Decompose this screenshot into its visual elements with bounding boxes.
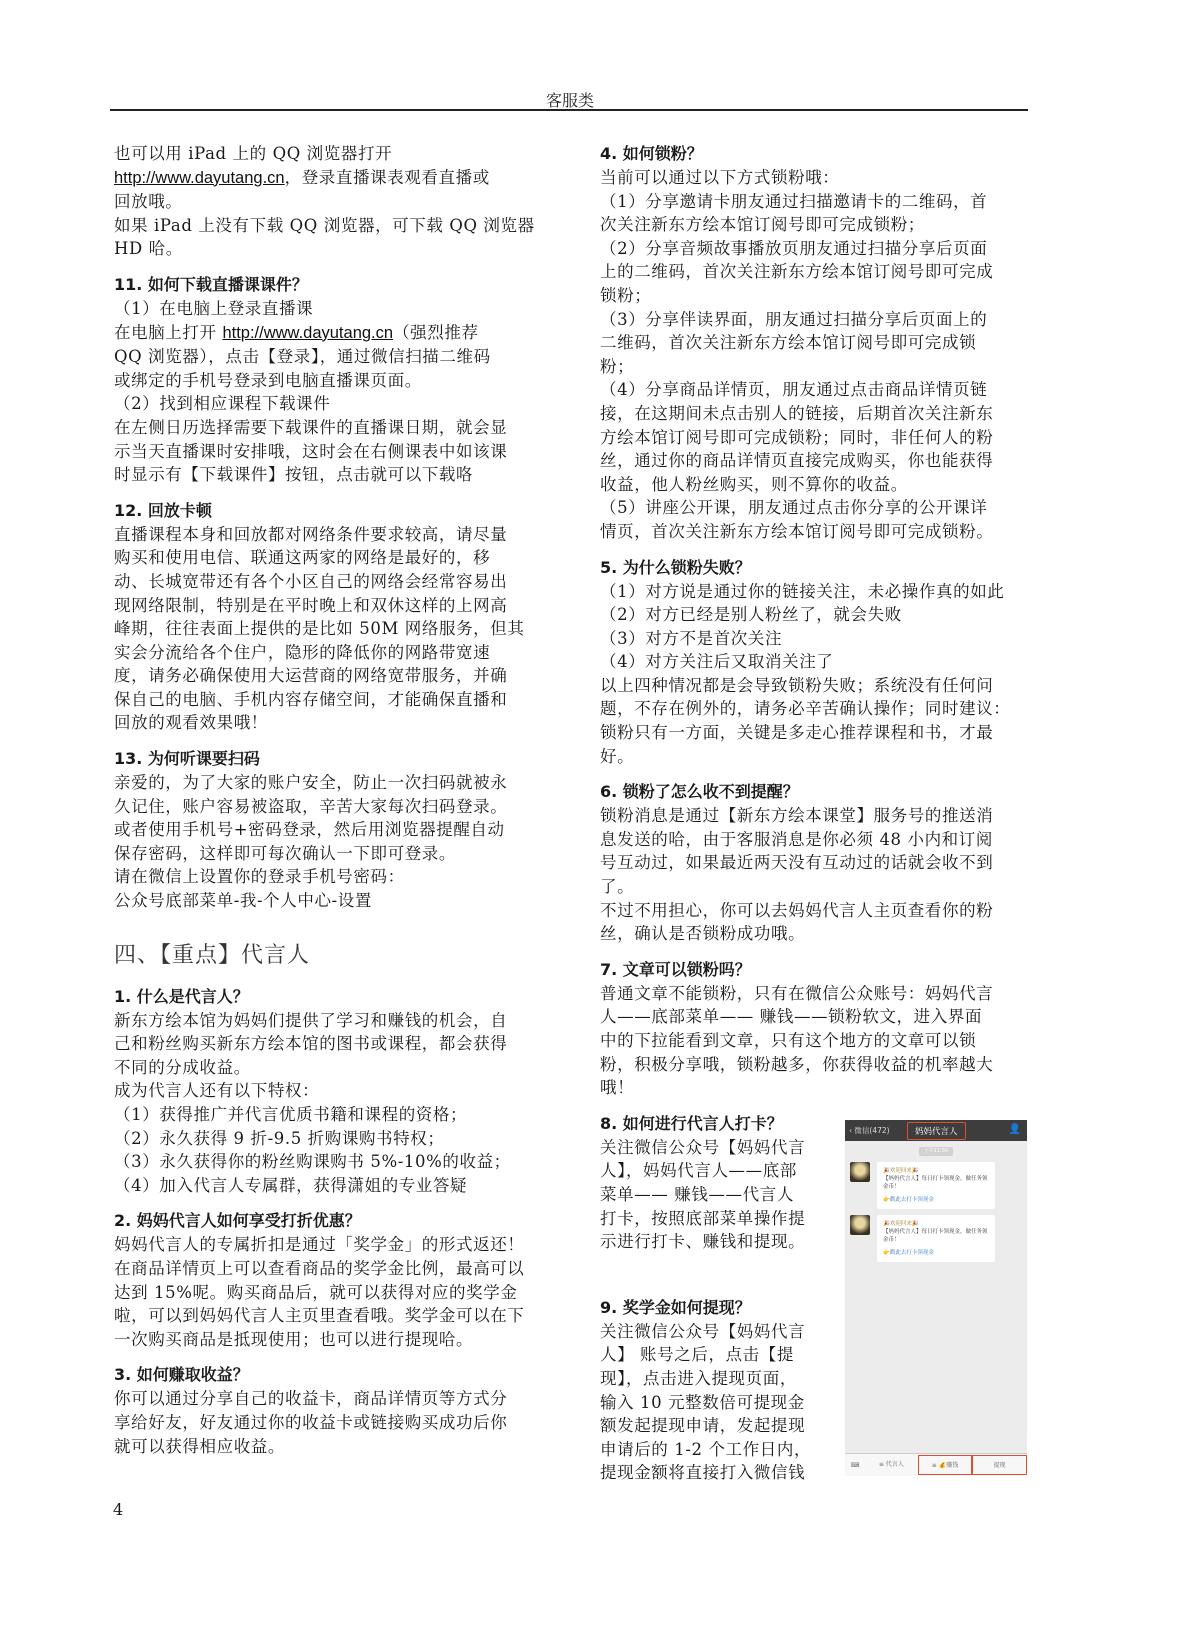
text-line: 收益，他人粉丝购买，则不算你的收益。 <box>600 474 908 494</box>
text-line: 丝，确认是否锁粉成功哦。 <box>600 924 806 944</box>
message-bubble <box>877 1215 995 1262</box>
menu-item-earn: ≡ 💰赚钱 <box>918 1455 973 1475</box>
text-line: 在商品详情页上可以查看商品的奖学金比例，最高可以 <box>114 1258 525 1278</box>
question-heading: 1. 什么是代言人？ <box>114 986 249 1006</box>
text-line: 关注微信公众号【妈妈代言 <box>600 1137 806 1157</box>
text-line: 不过不用担心，你可以去妈妈代言人主页查看你的粉 <box>600 900 994 920</box>
text-line: （1）获得推广并代言优质书籍和课程的资格； <box>114 1105 468 1124</box>
text-line: 锁粉； <box>600 285 652 305</box>
text-line: 现网络限制，特别是在平时晚上和双休这样的上网高 <box>114 595 508 615</box>
text-line: 或者使用手机号+密码登录，然后用浏览器提醒自动 <box>114 820 505 840</box>
page-number: 4 <box>113 1500 124 1519</box>
message-link: 👉戳此去打卡领现金 <box>883 1250 934 1256</box>
text-line: 成为代言人还有以下特权： <box>114 1081 320 1101</box>
message-title: 🎉欢迎回来🎉 <box>883 1221 919 1227</box>
text-line: 峰期，往往表面上提供的是比如 50M 网络服务，但其 <box>114 619 525 639</box>
text-line: 普通文章不能锁粉，只有在微信公众账号：妈妈代言 <box>600 983 994 1003</box>
text-line: 号互动过，如果最近两天没有互动过的话就会收不到 <box>600 853 994 873</box>
text-line: （2）对方已经是别人粉丝了，就会失败 <box>600 605 902 625</box>
text-line: 额发起提现申请，发起提现 <box>600 1416 806 1436</box>
message-title: 🎉欢迎回来🎉 <box>883 1168 919 1174</box>
text-line: （3）对方不是首次关注 <box>600 628 783 648</box>
text-line: 人——底部菜单—— 赚钱——锁粉软文，进入界面 <box>600 1007 983 1027</box>
text-line: 己和粉丝购买新东方绘本馆的图书或课程，都会获得 <box>114 1034 508 1054</box>
text-line: 接，在这期间未点击别人的链接，后期首次关注新东 <box>600 403 994 423</box>
text-line: 人】，妈妈代言人——底部 <box>600 1161 797 1181</box>
text-line: 以上四种情况都是会导致锁粉失败；系统没有任何问 <box>600 675 994 695</box>
text-line: 就可以获得相应收益。 <box>114 1436 285 1456</box>
text-line: 在左侧日历选择需要下载课件的直播课日期，就会显 <box>114 417 508 437</box>
text-line: （1）分享邀请卡朋友通过扫描邀请卡的二维码，首 <box>600 191 988 211</box>
avatar <box>850 1215 870 1235</box>
text-line: （1）在电脑上登录直播课 <box>114 298 314 318</box>
text-line: （4）分享商品详情页，朋友通过点击商品详情页链 <box>600 380 988 400</box>
text-line: 达到 15%呢。购买商品后，就可以获得对应的奖学金 <box>114 1282 518 1302</box>
text-line: （3）永久获得你的粉丝购课购书 5%-10%的收益； <box>114 1152 511 1172</box>
back-button: ‹ 微信(472) <box>849 1126 890 1135</box>
message-bubble <box>877 1162 995 1209</box>
wechat-screenshot <box>845 1120 1027 1476</box>
text-line: （4）对方关注后又取消关注了 <box>600 652 834 672</box>
text-line: 或绑定的手机号登录到电脑直播课页面。 <box>114 370 422 390</box>
text-line: 次关注新东方绘本馆订阅号即可完成锁粉； <box>600 215 925 235</box>
question-heading: 3. 如何赚取收益？ <box>114 1365 249 1385</box>
text-line: 了。 <box>600 877 635 897</box>
text-line: 你可以通过分享自己的收益卡，商品详情页等方式分 <box>114 1389 508 1409</box>
back-label: 微信(472) <box>854 1126 890 1135</box>
text-segment: 在电脑上打开 <box>114 322 223 342</box>
question-heading: 12. 回放卡顿 <box>114 500 212 520</box>
text-line: 亲爱的，为了大家的账户安全，防止一次扫码就被永 <box>114 773 508 793</box>
chat-message <box>850 1215 1027 1262</box>
question-heading: 13. 为何听课要扫码 <box>114 749 260 769</box>
text-line: 公众号底部菜单-我-个人中心-设置 <box>114 891 372 911</box>
text-line: 哦！ <box>600 1078 635 1098</box>
running-header: 客服类 <box>545 91 594 110</box>
question-heading: 6. 锁粉了怎么收不到提醒？ <box>600 782 799 802</box>
text-line: 丝，通过你的商品详情页直接完成购买，你也能获得 <box>600 451 994 471</box>
keyboard-icon: ⌨ <box>850 1461 860 1469</box>
text-line: （4）加入代言人专属群，获得潇姐的专业答疑 <box>114 1175 468 1195</box>
chat-message <box>850 1162 1027 1209</box>
text-line: 如果 iPad 上没有下载 QQ 浏览器，可下载 QQ 浏览器 <box>114 215 535 235</box>
user-icon: 👤 <box>1008 1124 1021 1135</box>
text-line: 示进行打卡、赚钱和提现。 <box>600 1232 806 1252</box>
menu-item-withdraw: 提现 <box>972 1455 1027 1475</box>
text-line: 申请后的 1-2 个工作日内， <box>600 1439 812 1459</box>
text-line: （3）分享伴读界面，朋友通过扫描分享后页面上的 <box>600 309 988 329</box>
text-line: 妈妈代言人的专属折扣是通过「奖学金」的形式返还！ <box>114 1235 525 1255</box>
text-line: 方绘本馆订阅号即可完成锁粉；同时，非任何人的粉 <box>600 427 994 447</box>
text-line: 请在微信上设置你的登录手机号密码： <box>114 867 405 887</box>
question-heading: 7. 文章可以锁粉吗？ <box>600 959 751 979</box>
text-line: 购买和使用电信、联通这两家的网络是最好的，移 <box>114 548 491 568</box>
text-line: 锁粉消息是通过【新东方绘本课堂】服务号的推送消 <box>600 806 994 826</box>
message-link: 👉戳此去打卡领现金 <box>883 1197 934 1203</box>
question-heading: 9. 奖学金如何提现？ <box>600 1297 751 1317</box>
text-line: HD 哈。 <box>114 239 183 259</box>
text-line: 啦，可以到妈妈代言人主页里查看哦。奖学金可以在下 <box>114 1306 525 1326</box>
question-heading: 4. 如何锁粉？ <box>600 144 703 163</box>
text-line: （2）找到相应课程下载课件 <box>114 394 331 414</box>
text-segment: （强烈推荐 <box>393 322 479 342</box>
text-line <box>114 321 554 346</box>
text-line: 度，请务必确保使用大运营商的网络宽带服务，并确 <box>114 666 508 686</box>
section-title: 四、【重点】代言人 <box>114 942 311 968</box>
text-line: （5）讲座公开课，朋友通过点击你分享的公开课详 <box>600 498 988 518</box>
question-heading: 8. 如何进行代言人打卡？ <box>600 1113 783 1133</box>
text-line: 回放哦。 <box>114 192 183 212</box>
url-link[interactable]: http://www.dayutang.cn <box>114 168 285 187</box>
text-line: 享给好友，好友通过你的收益卡或链接购买成功后你 <box>114 1412 508 1432</box>
text-line: 一次购买商品是抵现使用；也可以进行提现哈。 <box>114 1329 474 1349</box>
text-line: 菜单—— 赚钱——代言人 <box>600 1184 794 1204</box>
avatar <box>850 1162 870 1182</box>
timestamp: 上午11:50 <box>919 1147 953 1156</box>
text-line: 息发送的哈，由于客服消息是你必须 48 小内和订阅 <box>600 829 993 849</box>
text-line: 不同的分成收益。 <box>114 1057 251 1077</box>
left-column <box>114 142 554 1458</box>
wechat-bottom-menu <box>845 1453 1027 1476</box>
text-line: 题，不存在例外的，请务必辛苦确认操作；同时建议： <box>600 699 1011 719</box>
text-line: 提现金额将直接打入微信钱 <box>600 1463 806 1483</box>
url-link[interactable]: http://www.dayutang.cn <box>222 323 394 342</box>
text-line: 锁粉只有一方面，关键是多走心推荐课程和书，才最 <box>600 723 994 743</box>
text-line: （2）永久获得 9 折-9.5 折购课购书特权； <box>114 1128 445 1148</box>
text-line: 关注微信公众号【妈妈代言 <box>600 1321 806 1341</box>
wechat-top-bar <box>845 1120 1027 1141</box>
question-heading: 5. 为什么锁粉失败？ <box>600 557 751 577</box>
text-line: 保自己的电脑、手机内容存储空间，才能确保直播和 <box>114 689 508 709</box>
text-line: 当前可以通过以下方式锁粉哦： <box>600 168 840 187</box>
question-heading: 2. 妈妈代言人如何享受打折优惠？ <box>114 1211 361 1231</box>
text-line: 动、长城宽带还有各个小区自己的网络会经常容易出 <box>114 571 508 591</box>
text-line: 情页，首次关注新东方绘本馆订阅号即可完成锁粉。 <box>600 521 994 541</box>
text-line: 粉； <box>600 356 635 376</box>
text-line: 中的下拉能看到文章，只有这个地方的文章可以锁 <box>600 1031 977 1050</box>
text-line: 好。 <box>600 746 635 766</box>
text-line: （2）分享音频故事播放页朋友通过扫描分享后页面 <box>600 238 988 258</box>
text-line: 保存密码，这样即可每次确认一下即可登录。 <box>114 843 456 863</box>
text-line: 示当天直播课时安排哦，这时会在右侧课表中如该课 <box>114 441 508 461</box>
message-body: 【妈妈代言人】每日打卡领现金，做任务领金币！ <box>883 1176 988 1190</box>
text-line: 上的二维码，首次关注新东方绘本馆订阅号即可完成 <box>600 262 994 282</box>
text-line: 粉，积极分享哦，锁粉越多，你获得收益的机率越大 <box>600 1054 994 1074</box>
question-heading: 11. 如何下载直播课课件？ <box>114 274 308 294</box>
text-line: 时显示有【下载课件】按钮，点击就可以下载咯 <box>114 465 474 485</box>
text-line: 人】 账号之后，点击【提 <box>600 1345 794 1365</box>
text-line: 实会分流给各个住户，隐形的降低你的网路带宽速 <box>114 642 491 662</box>
text-line: 回放的观看效果哦！ <box>114 713 268 733</box>
text-line: （1）对方说是通过你的链接关注，未必操作真的如此 <box>600 581 1005 601</box>
text-line: 久记住，账户容易被盗取，辛苦大家每次扫码登录。 <box>114 796 508 816</box>
text-line: 二维码，首次关注新东方绘本馆订阅号即可完成锁 <box>600 333 977 353</box>
menu-item-spokesperson: ≡ 代言人 <box>878 1461 904 1468</box>
text-line: 也可以用 iPad 上的 QQ 浏览器打开 <box>114 144 393 163</box>
chat-title: 妈妈代言人 <box>907 1122 966 1140</box>
header-rule <box>110 109 1028 111</box>
text-line: 打卡，按照底部菜单操作提 <box>600 1208 806 1228</box>
text-segment: ，登录直播课表观看直播或 <box>284 167 490 187</box>
message-body: 【妈妈代言人】每日打卡领现金，做任务领金币！ <box>883 1229 988 1243</box>
text-line: 新东方绘本馆为妈妈们提供了学习和赚钱的机会，自 <box>114 1010 508 1030</box>
text-line <box>114 166 554 191</box>
text-line: 直播课程本身和回放都对网络条件要求较高，请尽量 <box>114 524 508 544</box>
text-line: 现】，点击进入提现页面， <box>600 1368 797 1388</box>
text-line: QQ 浏览器），点击【登录】，通过微信扫描二维码 <box>114 347 491 367</box>
text-line: 输入 10 元整数倍可提现金 <box>600 1392 805 1412</box>
